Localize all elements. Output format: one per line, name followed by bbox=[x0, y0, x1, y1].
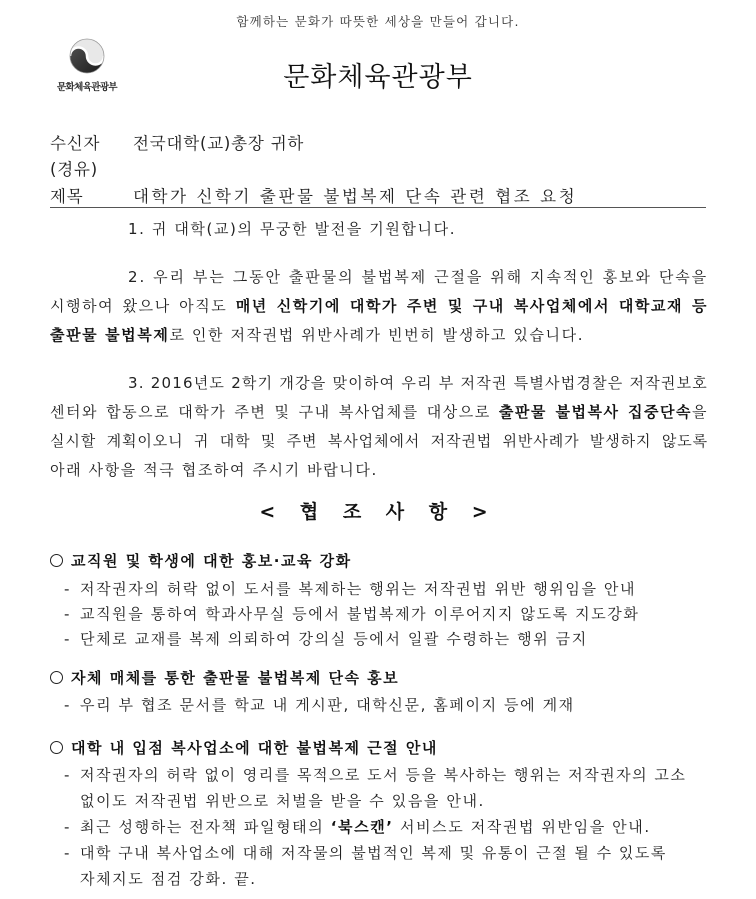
header-divider bbox=[50, 207, 706, 208]
dash-bullet: - bbox=[64, 766, 71, 784]
paragraph-3-line-4: 아래 사항을 적극 협조하여 주시기 바랍니다. bbox=[50, 461, 378, 479]
paragraph-3-emphasis: 출판물 불법복사 집중단속 bbox=[498, 403, 692, 421]
slogan-text: 함께하는 문화가 따뜻한 세상을 만들어 갑니다. bbox=[236, 14, 520, 29]
dash-bullet: - bbox=[64, 844, 71, 862]
subject-row bbox=[50, 183, 577, 207]
section-1-heading: 교직원 및 학생에 대한 홍보·교육 강화 bbox=[50, 550, 352, 571]
paragraph-2-line-1: 2. 우리 부는 그동안 출판물의 불법복제 근절을 위해 지속적인 홍보와 단속을 bbox=[128, 268, 708, 286]
cooperation-title: < 협 조 사 항 > bbox=[259, 501, 497, 523]
via-label: (경유) bbox=[50, 160, 98, 179]
section-3-item-1-continued: 없이도 저작권법 위반으로 처벌을 받을 수 있음을 안내. bbox=[80, 792, 485, 810]
paragraph-3-line-2: 센터와 합동으로 대학가 주변 및 구내 복사업체를 대상으로 bbox=[50, 403, 499, 421]
section-3-heading: 대학 내 입점 복사업소에 대한 불법복제 근절 안내 bbox=[50, 737, 438, 758]
section-3-item-3: - 대학 구내 복사업소에 대해 저작물의 불법적인 복제 및 유통이 근절 될 수 있도록 bbox=[64, 844, 667, 862]
recipient-label: 수신자 bbox=[50, 134, 101, 153]
paragraph-2-line-3: 로 인한 저작권법 위반사례가 빈번히 발생하고 있습니다. bbox=[169, 326, 585, 344]
paragraph-2 bbox=[50, 263, 708, 350]
section-1-item-2: - 교직원을 통하여 학과사무실 등에서 불법복제가 이루어지지 않도록 지도강화 bbox=[64, 605, 640, 623]
section-3-item-2: - 최근 성행하는 전자책 파일형태의 ‘북스캔’ 서비스도 저작권법 위반임을 안내. bbox=[64, 818, 651, 836]
recipient-value: 전국대학(교)총장 귀하 bbox=[133, 134, 305, 153]
paragraph-3-line-2-tail: 을 bbox=[692, 403, 708, 421]
paragraph-2-line-2: 시행하여 왔으나 아직도 bbox=[50, 297, 236, 315]
section-1-item-1: - 저작권자의 허락 없이 도서를 복제하는 행위는 저작권법 위반 행위임을 안내 bbox=[64, 580, 637, 598]
dash-bullet: - bbox=[64, 605, 72, 623]
section-3-item-1: - 저작권자의 허락 없이 영리를 목적으로 도서 등을 복사하는 행위는 저작권자의 고소 bbox=[64, 766, 687, 784]
circle-bullet-icon bbox=[50, 554, 63, 567]
section-2-heading: 자체 매체를 통한 출판물 불법복제 단속 홍보 bbox=[50, 667, 399, 688]
paragraph-1 bbox=[50, 215, 708, 244]
dash-bullet: - bbox=[64, 580, 72, 598]
section-3-item-3-continued: 자체지도 점검 강화. 끝. bbox=[80, 870, 257, 888]
paragraph-3-line-1: 3. 2016년도 2학기 개강을 맞이하여 우리 부 저작권 특별사법경찰은 저작권보호 bbox=[128, 374, 708, 392]
paragraph-1-text: 1. 귀 대학(교)의 무궁한 발전을 기원합니다. bbox=[128, 220, 457, 238]
paragraph-2-emphasis-1: 매년 신학기에 대학가 주변 및 구내 복사업체에서 대학교재 등 bbox=[235, 297, 709, 315]
section-1-item-3: - 단체로 교재를 복제 의뢰하여 강의실 등에서 일괄 수령하는 행위 금지 bbox=[64, 630, 588, 648]
dash-bullet: - bbox=[64, 818, 72, 836]
org-title: 문화체육관광부 bbox=[283, 62, 473, 93]
paragraph-2-emphasis-2: 출판물 불법복제 bbox=[50, 326, 170, 344]
dash-bullet: - bbox=[64, 696, 72, 714]
circle-bullet-icon bbox=[50, 671, 63, 684]
paragraph-3-line-3: 실시할 계획이오니 귀 대학 및 주변 복사업체에서 저작권법 위반사례가 발생하지 않도록 bbox=[50, 432, 708, 450]
circle-bullet-icon bbox=[50, 741, 63, 754]
recipient-row bbox=[50, 130, 304, 154]
logo-text: 문화체육관광부 bbox=[56, 82, 118, 93]
dash-bullet: - bbox=[64, 630, 72, 648]
subject-label: 제목 bbox=[50, 187, 84, 206]
via-row bbox=[50, 156, 133, 180]
bookscan-emphasis: ‘북스캔’ bbox=[330, 818, 394, 836]
paragraph-3 bbox=[50, 369, 708, 485]
subject-value: 대학가 신학기 출판물 불법복제 단속 관련 협조 요청 bbox=[133, 187, 578, 206]
section-2-item-1: - 우리 부 협조 문서를 학교 내 게시판, 대학신문, 홈페이지 등에 게재 bbox=[64, 696, 575, 714]
